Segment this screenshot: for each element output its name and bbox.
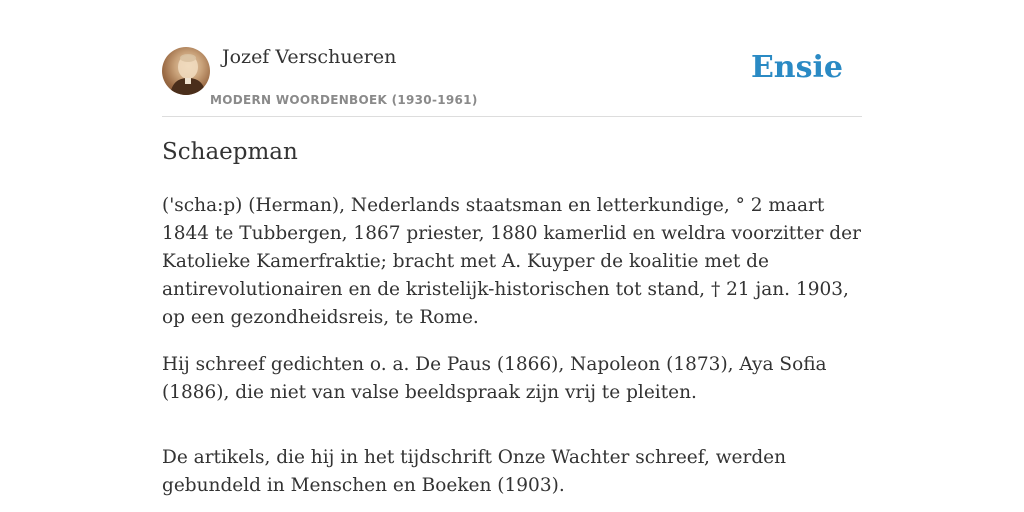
author-name[interactable]: Jozef Verschueren	[222, 46, 397, 68]
entry-body	[162, 192, 872, 512]
entry-paragraph: De artikels, die hij in het tijdschrift Onze Wachter schreef, werden gebundeld in Menschen en Boeken (1903).	[162, 447, 787, 496]
entry-title: Schaepman	[162, 139, 298, 165]
entry-paragraph: Hij schreef gedichten o. a. De Paus (1866), Napoleon (1873), Aya Sofia (1886), die niet van valse beeldspraak zijn vrij te pleiten.	[162, 354, 827, 403]
source-dictionary[interactable]: MODERN WOORDENBOEK (1930-1961)	[210, 93, 478, 107]
author-portrait-icon	[162, 47, 210, 95]
ensie-logo[interactable]: Ensie	[750, 50, 843, 85]
author-avatar[interactable]	[162, 47, 210, 95]
entry-paragraph: ('scha:p) (Herman), Nederlands staatsman en letterkundige, ° 2 maart 1844 te Tubbergen, 1867 priester, 1880 kamerlid en weldra voorzitter der Katolieke Kamerfraktie; bracht met A. Kuyper de koalitie met de antirevolutionairen en de kristelijk-historischen tot stand, † 21 jan. 1903, op een gezondheidsreis, te Rome.	[162, 195, 861, 328]
entry-header	[162, 0, 862, 117]
